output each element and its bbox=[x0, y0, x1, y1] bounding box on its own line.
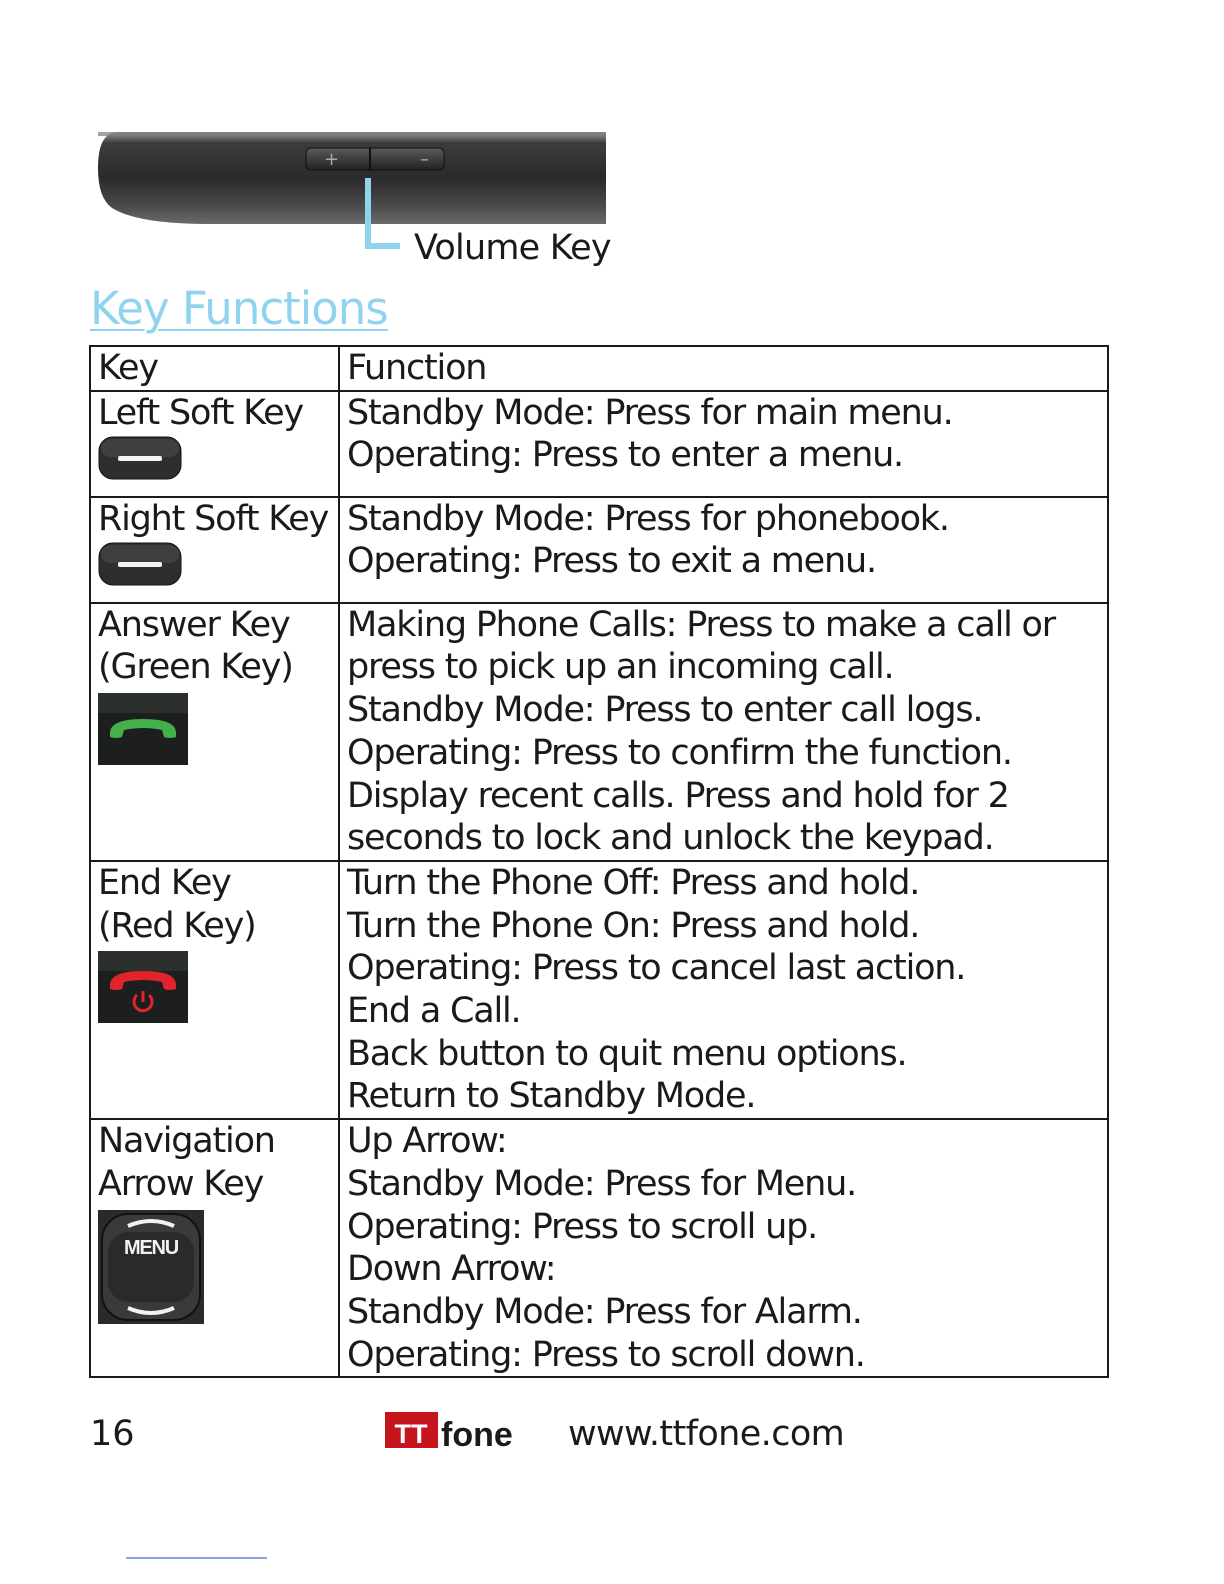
key-cell bbox=[90, 497, 339, 603]
function-line: Return to Standby Mode. bbox=[347, 1076, 756, 1117]
table-row bbox=[90, 391, 1108, 497]
function-cell bbox=[339, 1119, 1108, 1377]
function-cell bbox=[339, 497, 1108, 603]
key-name: Right Soft Key bbox=[98, 498, 329, 539]
function-line: Standby Mode: Press for main menu. bbox=[347, 392, 953, 433]
key-cell bbox=[90, 861, 339, 1119]
function-cell bbox=[339, 603, 1108, 861]
section-title: Key Functions bbox=[90, 282, 388, 335]
bottom-divider bbox=[126, 1557, 267, 1559]
function-cell bbox=[339, 861, 1108, 1119]
key-cell bbox=[90, 391, 339, 497]
function-line: Back button to quit menu options. bbox=[347, 1033, 907, 1074]
ttfone-logo bbox=[385, 1410, 521, 1452]
table-row bbox=[90, 497, 1108, 603]
key-cell bbox=[90, 1119, 339, 1377]
soft-key-icon bbox=[98, 542, 182, 586]
function-line: End a Call. bbox=[347, 991, 521, 1032]
function-line: press to pick up an incoming call. bbox=[347, 647, 894, 688]
svg-text:MENU: MENU bbox=[123, 1236, 179, 1259]
function-line: Operating: Press to cancel last action. bbox=[347, 948, 966, 989]
function-line: Turn the Phone Off: Press and hold. bbox=[347, 862, 920, 903]
volume-callout-line bbox=[362, 176, 402, 252]
key-cell bbox=[90, 603, 339, 861]
svg-text:fone: fone bbox=[441, 1416, 513, 1452]
function-line: Standby Mode: Press to enter call logs. bbox=[347, 690, 983, 731]
key-name: End Key bbox=[98, 862, 231, 903]
key-name: (Green Key) bbox=[98, 647, 293, 688]
function-line: Operating: Press to scroll down. bbox=[347, 1334, 865, 1375]
table-row bbox=[90, 861, 1108, 1119]
key-name: (Red Key) bbox=[98, 905, 256, 946]
function-cell bbox=[339, 391, 1108, 497]
function-line: Making Phone Calls: Press to make a call or bbox=[347, 604, 1055, 645]
key-name: Navigation bbox=[98, 1121, 275, 1162]
soft-key-icon bbox=[98, 436, 182, 480]
function-line: Operating: Press to exit a menu. bbox=[347, 541, 876, 582]
function-line: Operating: Press to confirm the function. bbox=[347, 732, 1012, 773]
key-name: Left Soft Key bbox=[98, 392, 304, 433]
key-name: Answer Key bbox=[98, 604, 290, 645]
page-number: 16 bbox=[90, 1414, 135, 1454]
function-line: Up Arrow: bbox=[347, 1121, 507, 1162]
phone-side-illustration bbox=[98, 128, 606, 228]
red-phone-power-icon bbox=[98, 951, 188, 1023]
function-line: Down Arrow: bbox=[347, 1249, 556, 1290]
function-line: Operating: Press to enter a menu. bbox=[347, 435, 903, 476]
table-row bbox=[90, 603, 1108, 861]
function-line: Standby Mode: Press for Alarm. bbox=[347, 1291, 862, 1332]
function-line: seconds to lock and unlock the keypad. bbox=[347, 818, 994, 859]
table-header-row bbox=[90, 346, 1108, 391]
header-function: Function bbox=[339, 346, 1108, 391]
website-url: www.ttfone.com bbox=[568, 1414, 845, 1454]
function-line: Operating: Press to scroll up. bbox=[347, 1206, 818, 1247]
menu-navigation-key-icon bbox=[98, 1210, 204, 1324]
key-functions-table bbox=[89, 345, 1109, 1378]
green-phone-icon bbox=[98, 693, 188, 765]
function-line: Standby Mode: Press for Menu. bbox=[347, 1163, 857, 1204]
function-line: Display recent calls. Press and hold for 2 bbox=[347, 775, 1009, 816]
svg-text:–: – bbox=[420, 149, 429, 170]
function-line: Standby Mode: Press for phonebook. bbox=[347, 498, 949, 539]
volume-key-label: Volume Key bbox=[414, 228, 611, 268]
header-key: Key bbox=[90, 346, 339, 391]
svg-text:+: + bbox=[324, 149, 340, 170]
table-row bbox=[90, 1119, 1108, 1377]
key-name: Arrow Key bbox=[98, 1163, 264, 1204]
function-line: Turn the Phone On: Press and hold. bbox=[347, 905, 920, 946]
svg-text:TT: TT bbox=[394, 1419, 428, 1449]
